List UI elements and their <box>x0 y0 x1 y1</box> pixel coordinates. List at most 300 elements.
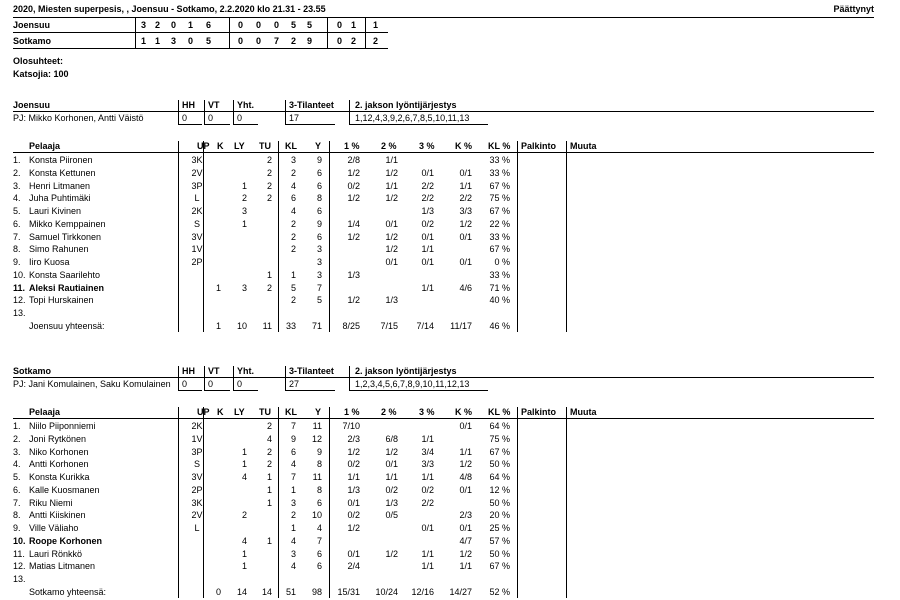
summary-divider <box>204 124 230 125</box>
stat-cell-klp: 67 % <box>489 180 510 191</box>
stat-cell-ly: 3 <box>241 206 247 216</box>
stat-cell-klp: 20 % <box>489 510 510 521</box>
player-number: 11. <box>13 282 26 293</box>
player-row <box>0 256 900 268</box>
stat-cell-klp: 67 % <box>489 206 510 216</box>
stat-cell-ly: 10 <box>236 320 247 331</box>
team-batting-order: 1,2,3,4,5,6,7,8,9,10,11,12,13 <box>355 379 470 389</box>
player-row <box>0 282 900 294</box>
stat-cell-p1: 1/3 <box>347 269 360 280</box>
stat-cell-pk: 4/8 <box>459 472 472 482</box>
player-table-header: 3 % <box>419 407 435 417</box>
stat-cell-p1: 8/25 <box>342 320 360 331</box>
summary-divider <box>204 366 205 390</box>
team-total-row <box>0 320 900 332</box>
player-name: Konsta Kettunen <box>29 167 96 178</box>
player-row <box>0 433 900 445</box>
scoreboard-team: Sotkamo <box>13 36 52 46</box>
player-table-divider <box>178 407 179 598</box>
stat-cell-tu: 14 <box>261 586 272 597</box>
player-table-divider <box>278 141 279 332</box>
stat-cell-y: 98 <box>311 586 322 597</box>
stat-cell-klp: 33 % <box>489 231 510 242</box>
stat-cell-kl: 4 <box>290 206 296 216</box>
player-table-header: TU <box>259 141 271 151</box>
summary-header-yht: Yht. <box>237 366 254 376</box>
player-row <box>0 509 900 521</box>
player-table-header: Muuta <box>570 141 597 151</box>
player-table-divider <box>203 407 204 598</box>
stat-cell-y: 8 <box>316 193 322 204</box>
player-name: Topi Hurskainen <box>29 295 94 306</box>
team-yht: 0 <box>237 379 243 389</box>
player-table-header: Pelaaja <box>29 407 61 417</box>
player-number: 2. <box>13 167 21 178</box>
player-number: 13. <box>13 574 26 584</box>
stat-cell-klp: 67 % <box>489 446 510 457</box>
stat-cell-p1: 2/3 <box>347 433 360 444</box>
stat-cell-up: 3V <box>191 231 203 242</box>
player-table-header: TU <box>259 407 271 417</box>
stat-cell-p2: 0/1 <box>385 459 398 470</box>
stat-cell-p3: 2/2 <box>421 193 434 204</box>
stat-cell-klp: 33 % <box>489 167 510 178</box>
player-table-header: LY <box>234 407 245 417</box>
stat-cell-up: L <box>194 523 200 533</box>
stat-cell-kl: 2 <box>290 218 296 229</box>
player-row <box>0 307 900 319</box>
score-period-cell: 0 <box>256 36 262 46</box>
score-period-cell: 2 <box>351 36 357 46</box>
player-name: Konsta Kurikka <box>29 472 90 482</box>
player-name: Simo Rahunen <box>29 244 89 255</box>
stat-cell-ly: 3 <box>241 282 247 293</box>
stat-cell-y: 5 <box>316 295 322 306</box>
summary-divider <box>285 390 335 391</box>
stat-cell-y: 6 <box>316 167 322 178</box>
stat-cell-p1: 2/4 <box>347 561 360 572</box>
stat-cell-ly: 1 <box>241 548 247 559</box>
player-name: Joni Rytkönen <box>29 433 87 444</box>
stat-cell-tu: 1 <box>266 535 272 546</box>
stat-cell-p3: 0/1 <box>421 523 434 533</box>
stat-cell-p1: 2/8 <box>347 155 360 165</box>
stat-cell-up: 3K <box>191 155 203 165</box>
stat-cell-y: 6 <box>316 497 322 508</box>
stat-cell-p3: 1/1 <box>421 561 434 572</box>
summary-header-order: 2. jakson lyöntijärjestys <box>355 100 457 110</box>
stat-cell-pk: 0/1 <box>459 167 472 178</box>
player-row <box>0 180 900 192</box>
stat-cell-kl: 7 <box>290 472 296 482</box>
stat-cell-klp: 0 % <box>494 257 510 267</box>
player-number: 9. <box>13 257 21 267</box>
player-table-header: K % <box>455 141 473 151</box>
player-number: 12. <box>13 295 26 306</box>
score-period-cell: 3 <box>141 20 147 30</box>
summary-header-yht: Yht. <box>237 100 254 110</box>
stat-cell-p1: 1/2 <box>347 446 360 457</box>
stat-cell-pk: 3/3 <box>459 206 472 216</box>
stat-cell-kl: 3 <box>290 548 296 559</box>
stat-cell-p2: 1/1 <box>385 180 398 191</box>
stat-cell-pk: 1/1 <box>459 446 472 457</box>
stat-cell-klp: 67 % <box>489 244 510 255</box>
score-period-cell: 2 <box>291 36 297 46</box>
team-batting-order: 1,12,4,3,9,2,6,7,8,5,10,11,13 <box>355 113 470 123</box>
player-row <box>0 269 900 281</box>
player-number: 12. <box>13 561 26 572</box>
player-number: 13. <box>13 308 26 318</box>
stat-cell-pk: 1/1 <box>459 180 472 191</box>
stat-cell-tu: 2 <box>266 193 272 204</box>
stat-cell-kl: 33 <box>285 320 296 331</box>
player-table-header: Palkinto <box>521 141 557 151</box>
stat-cell-ly: 1 <box>241 446 247 457</box>
stat-cell-ly: 4 <box>241 535 247 546</box>
stat-cell-up: 3K <box>191 497 203 508</box>
stat-cell-ly: 1 <box>241 561 247 572</box>
player-table-header: Pelaaja <box>29 141 61 151</box>
player-row <box>0 218 900 230</box>
player-number: 6. <box>13 218 21 229</box>
player-number: 5. <box>13 206 21 216</box>
player-table-header: Palkinto <box>521 407 557 417</box>
stat-cell-pk: 2/2 <box>459 193 472 204</box>
player-table-header: KL % <box>488 407 511 417</box>
stat-cell-p1: 0/2 <box>347 180 360 191</box>
stat-cell-up: 2V <box>191 510 203 521</box>
player-name: Riku Niemi <box>29 497 73 508</box>
player-number: 10. <box>13 535 26 546</box>
stat-cell-y: 7 <box>316 535 322 546</box>
player-row <box>0 458 900 470</box>
score-period-cell: 1 <box>141 36 147 46</box>
player-number: 2. <box>13 433 21 444</box>
stat-cell-p2: 1/3 <box>385 497 398 508</box>
team-hh: 0 <box>182 113 188 123</box>
stat-cell-kl: 1 <box>290 484 296 495</box>
stat-cell-k: 1 <box>215 282 221 293</box>
score-period-cell: 9 <box>307 36 313 46</box>
stat-cell-p1: 1/1 <box>347 472 360 482</box>
score-total: 2 <box>373 36 379 46</box>
team-total-row <box>0 586 900 598</box>
summary-divider <box>349 124 488 125</box>
score-period-cell: 5 <box>206 36 212 46</box>
stat-cell-klp: 25 % <box>489 523 510 533</box>
player-table-header: 2 % <box>381 141 397 151</box>
summary-divider <box>178 124 202 125</box>
scoreboard-divider <box>13 48 388 49</box>
summary-divider <box>349 366 350 390</box>
player-table-divider <box>178 141 179 332</box>
stat-cell-p3: 0/2 <box>421 484 434 495</box>
stat-cell-pk: 1/2 <box>459 548 472 559</box>
stat-cell-kl: 6 <box>290 193 296 204</box>
summary-divider <box>178 366 179 390</box>
stat-cell-klp: 12 % <box>489 484 510 495</box>
stat-cell-tu: 2 <box>266 167 272 178</box>
match-status: Päättynyt <box>833 4 874 14</box>
stat-cell-pk: 0/1 <box>459 484 472 495</box>
player-table-divider <box>203 141 204 332</box>
stat-cell-tu: 4 <box>266 433 272 444</box>
stat-cell-klp: 33 % <box>489 155 510 165</box>
page-title: 2020, Miesten superpesis, , Joensuu - Sotkamo, 2.2.2020 klo 21.31 - 23.55 <box>13 4 326 14</box>
player-table-divider <box>517 141 518 332</box>
stat-cell-y: 4 <box>316 523 322 533</box>
player-table-header: 2 % <box>381 407 397 417</box>
stat-cell-p2: 1/2 <box>385 548 398 559</box>
stat-cell-p1: 1/2 <box>347 295 360 306</box>
stat-cell-ly: 14 <box>236 586 247 597</box>
stat-cell-y: 6 <box>316 561 322 572</box>
stat-cell-kl: 4 <box>290 459 296 470</box>
stat-cell-kl: 3 <box>290 497 296 508</box>
stat-cell-p2: 0/1 <box>385 257 398 267</box>
stat-cell-tu: 2 <box>266 155 272 165</box>
stat-cell-y: 6 <box>316 548 322 559</box>
summary-divider <box>13 111 874 112</box>
stat-cell-y: 8 <box>316 459 322 470</box>
player-table-header: K <box>217 141 224 151</box>
stat-cell-p2: 1/2 <box>385 446 398 457</box>
stat-cell-p1: 1/3 <box>347 484 360 495</box>
stat-cell-kl: 2 <box>290 231 296 242</box>
stat-cell-klp: 33 % <box>489 269 510 280</box>
player-name: Roope Korhonen <box>29 535 102 546</box>
stat-cell-p1: 7/10 <box>342 421 360 431</box>
team-coaches: PJ: Mikko Korhonen, Antti Väistö <box>13 113 144 123</box>
player-row <box>0 167 900 179</box>
player-table-header: 3 % <box>419 141 435 151</box>
player-table-divider <box>517 407 518 598</box>
stat-cell-p1: 15/31 <box>337 586 360 597</box>
summary-divider <box>233 390 258 391</box>
team-yht: 0 <box>237 113 243 123</box>
stat-cell-y: 7 <box>316 282 322 293</box>
stat-cell-kl: 2 <box>290 167 296 178</box>
scoreboard-divider <box>365 18 366 49</box>
stat-cell-p2: 0/2 <box>385 484 398 495</box>
stat-cell-tu: 1 <box>266 269 272 280</box>
player-row <box>0 154 900 166</box>
summary-divider <box>285 100 286 124</box>
stat-cell-kl: 2 <box>290 510 296 521</box>
summary-divider <box>233 124 258 125</box>
player-row <box>0 484 900 496</box>
stat-cell-p2: 0/1 <box>385 218 398 229</box>
player-number: 5. <box>13 472 21 482</box>
stat-cell-tu: 2 <box>266 282 272 293</box>
player-row <box>0 471 900 483</box>
player-table-header: KL <box>285 407 297 417</box>
player-number: 4. <box>13 193 21 204</box>
player-name: Niilo Piiponniemi <box>29 421 96 431</box>
player-name: Matias Litmanen <box>29 561 96 572</box>
score-period-cell: 1 <box>188 20 194 30</box>
stat-cell-p1: 1/2 <box>347 167 360 178</box>
score-period-cell: 0 <box>337 36 343 46</box>
stat-cell-klp: 64 % <box>489 421 510 431</box>
stat-cell-p3: 1/1 <box>421 244 434 255</box>
stat-cell-tu: 2 <box>266 421 272 431</box>
player-number: 1. <box>13 421 21 431</box>
summary-header-vt: VT <box>208 100 220 110</box>
stat-cell-tu: 2 <box>266 180 272 191</box>
player-row <box>0 294 900 306</box>
stat-cell-p2: 6/8 <box>385 433 398 444</box>
player-table-divider <box>566 407 567 598</box>
summary-header-hh: HH <box>182 100 195 110</box>
stat-cell-pk: 14/27 <box>449 586 472 597</box>
summary-divider <box>204 390 230 391</box>
stat-cell-kl: 7 <box>290 421 296 431</box>
stat-cell-p1: 0/1 <box>347 497 360 508</box>
stat-cell-p3: 2/2 <box>421 497 434 508</box>
player-table-header: Y <box>315 141 322 151</box>
player-row <box>0 522 900 534</box>
stat-cell-klp: 75 % <box>489 433 510 444</box>
player-number: 7. <box>13 231 21 242</box>
stat-cell-p1: 1/2 <box>347 523 360 533</box>
stat-cell-p2: 1/1 <box>385 472 398 482</box>
stat-cell-p3: 1/1 <box>421 433 434 444</box>
summary-divider <box>178 100 179 124</box>
player-name: Iiro Kuosa <box>29 257 70 267</box>
score-period-cell: 0 <box>238 36 244 46</box>
stat-cell-ly: 2 <box>241 510 247 521</box>
player-table-header: Muuta <box>570 407 597 417</box>
stat-cell-p3: 1/3 <box>421 206 434 216</box>
stat-cell-y: 71 <box>311 320 322 331</box>
stat-cell-tu: 1 <box>266 497 272 508</box>
stat-cell-p3: 12/16 <box>411 586 434 597</box>
stat-cell-up: 3V <box>191 472 203 482</box>
stat-cell-p1: 1/4 <box>347 218 360 229</box>
player-name: Konsta Piironen <box>29 155 93 165</box>
team-hh: 0 <box>182 379 188 389</box>
player-row <box>0 231 900 243</box>
summary-divider <box>349 100 350 124</box>
player-row <box>0 573 900 585</box>
stat-cell-up: 2P <box>191 484 203 495</box>
stat-cell-kl: 5 <box>290 282 296 293</box>
conditions-label: Olosuhteet: <box>13 56 64 66</box>
player-table-header: KL <box>285 141 297 151</box>
player-number: 8. <box>13 244 21 255</box>
stat-cell-y: 6 <box>316 206 322 216</box>
player-table-divider <box>278 407 279 598</box>
stat-cell-k: 0 <box>215 586 221 597</box>
stat-cell-ly: 1 <box>241 180 247 191</box>
stat-cell-pk: 1/1 <box>459 561 472 572</box>
player-number: 6. <box>13 484 21 495</box>
stat-cell-kl: 51 <box>285 586 296 597</box>
stat-cell-ly: 4 <box>241 472 247 482</box>
stat-cell-pk: 2/3 <box>459 510 472 521</box>
score-period-cell: 5 <box>291 20 297 30</box>
stat-cell-up: 3P <box>191 446 203 457</box>
stat-cell-kl: 4 <box>290 180 296 191</box>
stat-cell-y: 9 <box>316 218 322 229</box>
scoreboard-team: Joensuu <box>13 20 51 30</box>
stat-cell-p2: 1/2 <box>385 244 398 255</box>
player-table-divider <box>13 418 874 419</box>
stat-cell-y: 9 <box>316 446 322 457</box>
stat-cell-tu: 11 <box>262 320 272 331</box>
scoreboard-divider <box>229 18 230 49</box>
summary-divider <box>204 100 205 124</box>
stat-cell-up: 2K <box>191 206 203 216</box>
summary-divider <box>13 377 874 378</box>
summary-divider <box>349 390 488 391</box>
stat-cell-p2: 10/24 <box>375 586 398 597</box>
stat-cell-y: 8 <box>316 484 322 495</box>
stat-cell-y: 12 <box>311 433 322 444</box>
stat-cell-pk: 0/1 <box>459 257 472 267</box>
score-period-cell: 5 <box>307 20 313 30</box>
stat-cell-kl: 4 <box>290 535 296 546</box>
player-number: 4. <box>13 459 21 470</box>
stat-cell-kl: 2 <box>290 244 296 255</box>
spectator-count: Katsojia: 100 <box>13 69 69 79</box>
stat-cell-klp: 50 % <box>489 548 510 559</box>
stat-cell-klp: 71 % <box>489 282 510 293</box>
player-table-header: UP <box>197 141 210 151</box>
score-period-cell: 0 <box>337 20 343 30</box>
stat-cell-y: 6 <box>316 180 322 191</box>
summary-divider <box>285 124 335 125</box>
stat-cell-p2: 1/3 <box>385 295 398 306</box>
player-table-header: 1 % <box>344 141 360 151</box>
stat-cell-up: L <box>194 193 200 204</box>
stat-cell-p3: 0/2 <box>421 218 434 229</box>
stat-cell-y: 3 <box>316 257 322 267</box>
stat-cell-pk: 4/6 <box>459 282 472 293</box>
score-period-cell: 0 <box>256 20 262 30</box>
player-table-divider <box>13 152 874 153</box>
stat-cell-klp: 50 % <box>489 459 510 470</box>
player-name: Antti Korhonen <box>29 459 89 470</box>
score-period-cell: 0 <box>188 36 194 46</box>
player-table-header: 1 % <box>344 407 360 417</box>
stat-cell-tu: 1 <box>266 484 272 495</box>
player-number: 1. <box>13 155 21 165</box>
stat-cell-kl: 9 <box>290 433 296 444</box>
score-period-cell: 6 <box>206 20 212 30</box>
stat-cell-p3: 2/2 <box>421 180 434 191</box>
stat-cell-up: 2V <box>191 167 203 178</box>
stat-cell-up: S <box>193 459 200 470</box>
stat-cell-p2: 1/1 <box>385 155 398 165</box>
stat-cell-klp: 75 % <box>489 193 510 204</box>
stat-cell-kl: 1 <box>290 523 296 533</box>
stat-cell-p1: 0/1 <box>347 548 360 559</box>
player-row <box>0 243 900 255</box>
stat-cell-kl: 2 <box>290 295 296 306</box>
player-number: 8. <box>13 510 21 521</box>
stat-cell-klp: 50 % <box>489 497 510 508</box>
player-table-divider <box>566 141 567 332</box>
player-name: Lauri Rönkkö <box>29 548 83 559</box>
stat-cell-pk: 0/1 <box>459 523 472 533</box>
player-row <box>0 446 900 458</box>
stat-cell-y: 11 <box>312 472 322 482</box>
summary-divider <box>233 366 234 390</box>
player-name: Ville Väliaho <box>29 523 79 533</box>
